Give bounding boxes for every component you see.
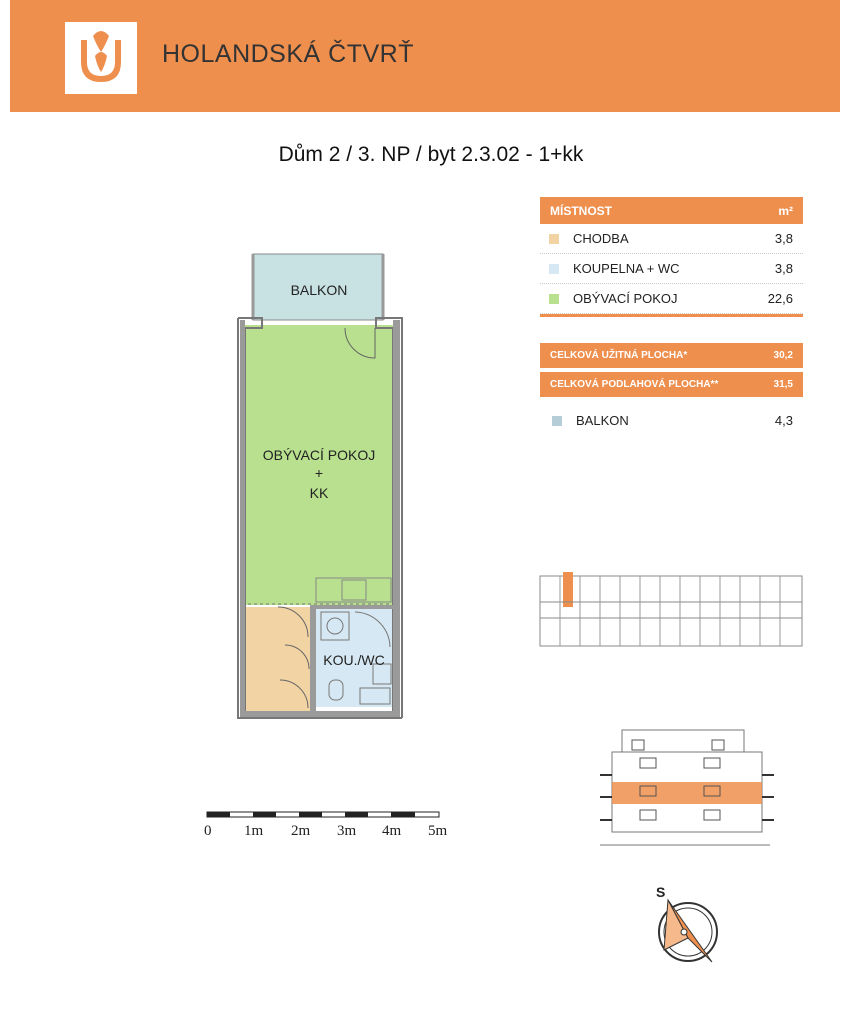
chodba-swatch [549,234,559,244]
building-elevation-thumbnail [600,730,774,845]
room-area: 3,8 [774,231,793,246]
hall-area [245,607,310,715]
scale-tick-label: 1m [244,823,264,839]
balcony-swatch [552,416,562,426]
room-area: 3,8 [774,261,793,276]
balcony-area: 4,3 [774,413,793,428]
table-row [540,284,803,314]
brand-name: HOLANDSKÁ ČTVRŤ [162,40,414,68]
floor-area-label: CELKOVÁ PODLAHOVÁ PLOCHA** [550,379,719,390]
building-layout-thumbnail [540,572,802,646]
rooms-header-unit: m² [778,203,793,218]
koupelna-swatch [549,264,559,274]
usable-area-value: 30,2 [773,350,793,361]
scale-tick-label: 2m [291,823,311,839]
table-bottom-rule [540,314,803,317]
table-row [540,224,803,254]
scale-tick-label: 0 [204,823,212,839]
living-room-label: OBÝVACÍ POKOJ [262,447,376,463]
rooms-table [540,197,803,317]
obyvaci-swatch [549,294,559,304]
balcony-name: BALKON [576,413,629,428]
table-row [540,254,803,284]
scale-tick-label: 3m [337,823,357,839]
compass-icon [659,900,717,962]
room-name: OBÝVACÍ POKOJ [573,291,678,306]
rooms-table-header [540,197,803,224]
room-area: 22,6 [767,291,793,306]
balcony-row [540,406,803,435]
usable-area-bar [540,343,803,368]
rooms-header-label: MÍSTNOST [550,203,612,218]
bathroom-label: KOU./WC [323,652,385,668]
unit-title: Dům 2 / 3. NP / byt 2.3.02 - 1+kk [278,143,584,166]
floor-area-bar [540,372,803,397]
room-name: CHODBA [573,231,629,246]
living-room-kk: KK [309,485,329,501]
balcony-label: BALKON [290,282,348,298]
usable-area-label: CELKOVÁ UŽITNÁ PLOCHA* [550,350,688,361]
compass-letter: S [656,884,666,900]
living-room-plus: + [314,465,324,481]
scale-tick-label: 4m [382,823,402,839]
floor-area-value: 31,5 [773,379,793,390]
room-name: KOUPELNA + WC [573,261,680,276]
scale-tick-label: 5m [428,823,448,839]
scale-bar [205,810,445,822]
